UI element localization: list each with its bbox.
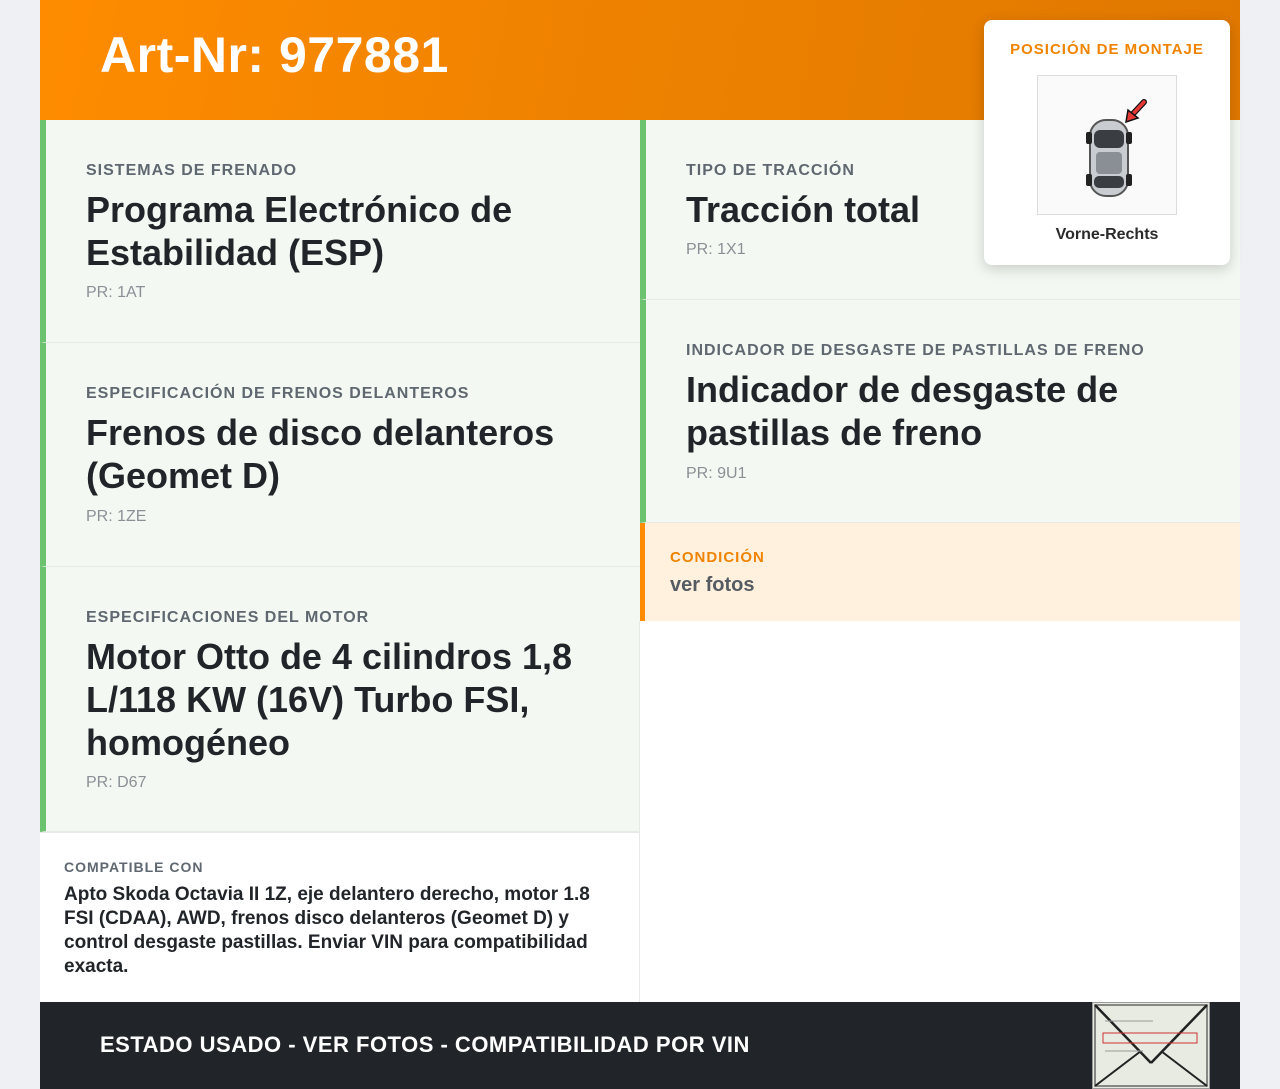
spec-pr-code: PR: D67 (86, 774, 147, 791)
spec-label: SISTEMAS DE FRENADO (86, 162, 298, 179)
spec-value: Programa Electrónico de Estabilidad (ESP) (86, 189, 513, 273)
spec-value: Frenos de disco delanteros (Geomet D) (86, 412, 555, 496)
spec-pr-code: PR: 1X1 (686, 241, 746, 258)
spec-value: Tracción total (686, 189, 921, 230)
car-diagram (1038, 76, 1178, 216)
mount-position-caption: Vorne-Rechts (1055, 226, 1159, 243)
footer-bar (40, 1002, 1240, 1089)
envelope-graphic (1093, 1003, 1209, 1088)
spec-cell-braking-system (40, 120, 640, 343)
envelope-document-icon (1092, 1002, 1210, 1089)
spec-value: Indicador de desgaste de pastillas de freno (686, 369, 1119, 453)
spec-pr-code: PR: 9U1 (686, 465, 747, 482)
spec-value: Motor Otto de 4 cilindros 1,8 L/118 KW (16V) Turbo FSI, homogéneo (86, 636, 573, 763)
compatibility-box (40, 832, 640, 1002)
spec-label: ESPECIFICACIÓN DE FRENOS DELANTEROS (86, 385, 470, 402)
spec-label: TIPO DE TRACCIÓN (686, 162, 855, 179)
article-number: Art-Nr: 977881 (100, 27, 449, 83)
condition-value: ver fotos (670, 574, 755, 596)
spec-cell-engine (40, 567, 640, 832)
condition-label: CONDICIÓN (670, 549, 765, 566)
compatibility-label: COMPATIBLE CON (64, 859, 204, 875)
mount-position-title: POSICIÓN DE MONTAJE (1010, 41, 1204, 58)
spec-cell-wear-indicator (640, 300, 1240, 523)
spec-pr-code: PR: 1ZE (86, 508, 147, 525)
car-top-view-icon[interactable] (1037, 75, 1177, 215)
compatibility-text: Apto Skoda Octavia II 1Z, eje delantero derecho, motor 1.8 FSI (CDAA), AWD, frenos disco delanteros (Geomet D) y control desgaste pastillas. Enviar VIN para compatibilidad exacta. (64, 884, 590, 977)
condition-box (640, 523, 1240, 621)
spec-cell-front-brakes (40, 343, 640, 567)
spec-label: ESPECIFICACIONES DEL MOTOR (86, 609, 370, 626)
footer-status-text: ESTADO USADO - VER FOTOS - COMPATIBILIDAD POR VIN (100, 1032, 750, 1057)
spec-label: INDICADOR DE DESGASTE DE PASTILLAS DE FRENO (686, 342, 1145, 359)
product-sheet (40, 0, 1240, 1089)
spec-pr-code: PR: 1AT (86, 284, 146, 301)
mount-position-card (984, 20, 1230, 265)
